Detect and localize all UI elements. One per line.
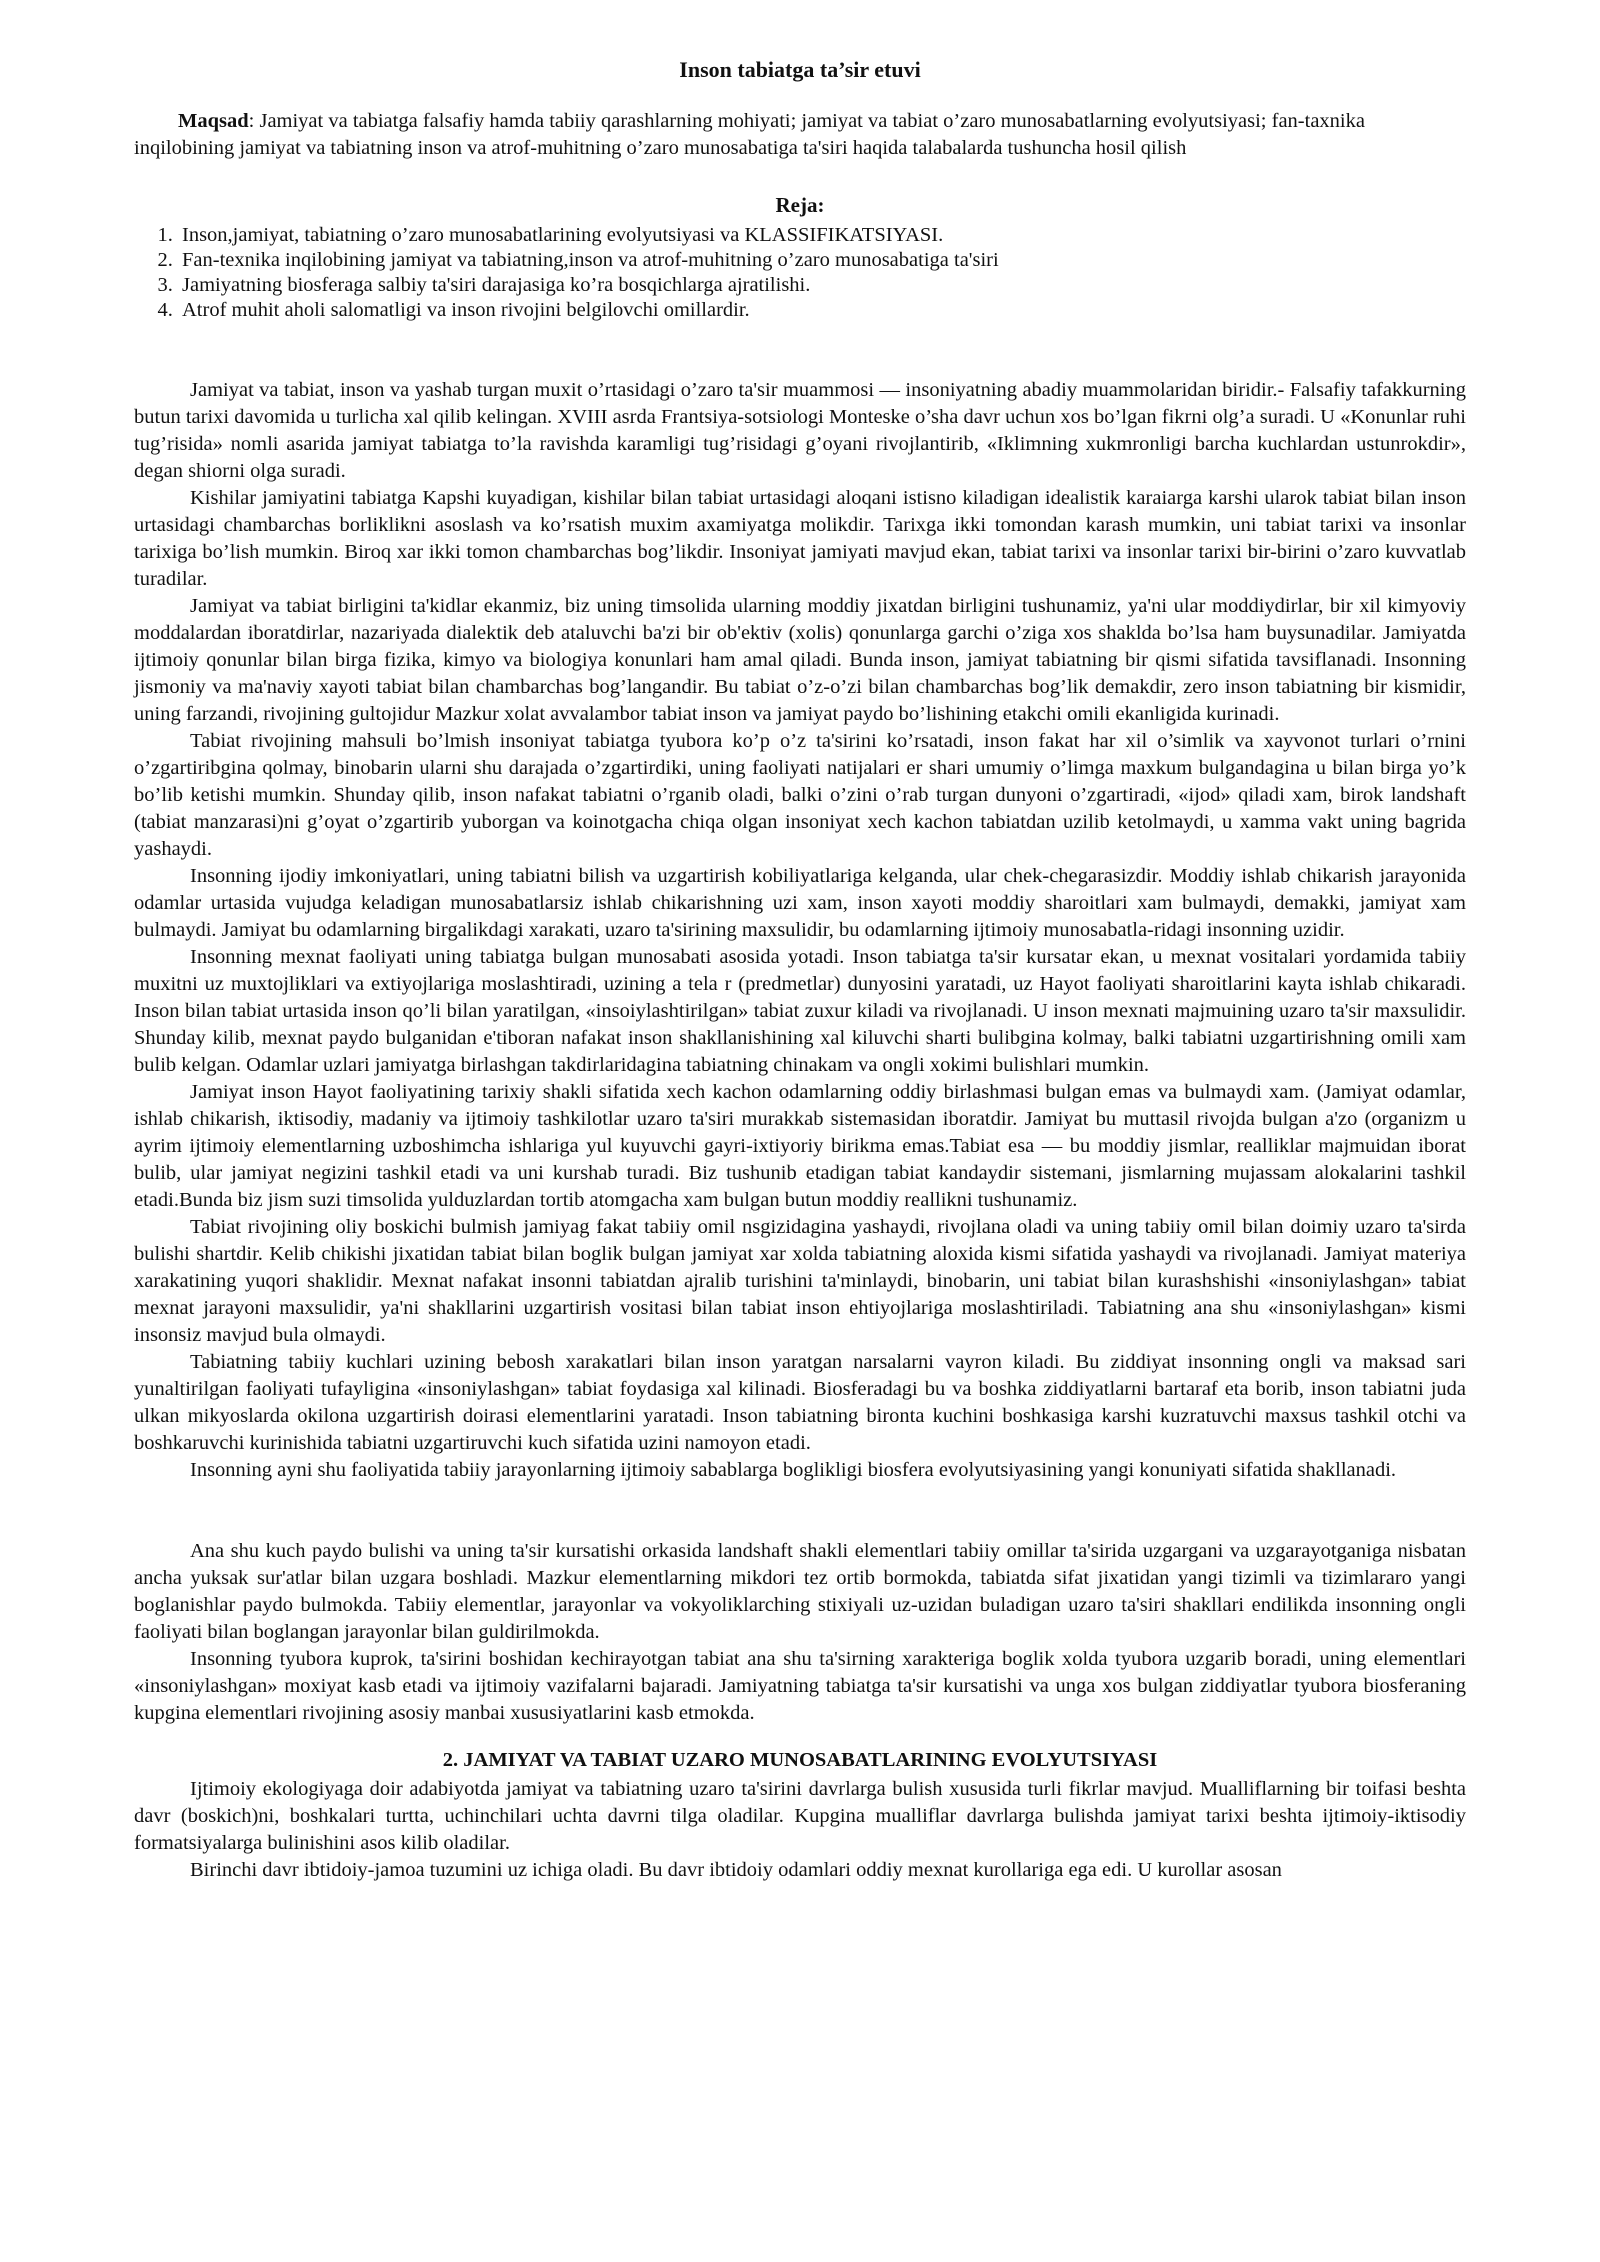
- plan-list: [134, 223, 1466, 323]
- body-paragraph: Ijtimoiy ekologiyaga doir adabiyotda jamiyat va tabiatning uzaro ta'sirini davrlarga bulish xususida turli fikrlar mavjud. Mualliflarning bir toifasi beshta davr (boskich)ni, boshkalari turtta, uchinchilari uchta davrni tilga oladilar. Kupgina mualliflar davrlarga bulishda jamiyat tarixi beshta ijtimoiy-iktisodiy formatsiyalarga bulinishini asos kilib oladilar.: [134, 1778, 1466, 1854]
- section-heading: 2. JAMIYAT VA TABIAT UZARO MUNOSABATLARINING EVOLYUTSIYASI: [442, 1749, 1158, 1771]
- plan-item: 4. Atrof muhit aholi salomatligi va inson rivojini belgilovchi omillardir.: [178, 298, 1466, 323]
- plan-item: 2. Fan-texnika inqilobining jamiyat va tabiatning,inson va atrof-muhitning o’zaro munosabatiga ta'siri: [178, 248, 1466, 273]
- aim-text: : Jamiyat va tabiatga falsafiy hamda tabiiy qarashlarning mohiyati; jamiyat va tabiat o’zaro munosabatlarning evolyutsiyasi; fan-taxnika inqilobining jamiyat va tabiatning inson va atrof-muhitning o’zaro munosabatiga ta'siri haqida talabalarda tushuncha hosil qilish: [134, 110, 1365, 159]
- body-paragraph: Tabiat rivojining oliy boskichi bulmish jamiyag fakat tabiiy omil nsgizidagina yashaydi, rivojlana oladi va uning tabiiy omil bilan doimiy uzaro ta'sirda bulishi shartdir. Kelib chikishi jixatidan tabiat bilan boglik bulgan jamiyat xar xolda tabiatning aloxida kismi sifatida yashaydi va rivojlanadi. Jamiyat materiya xarakatining yuqori shaklidir. Mexnat nafakat insonni tabiatdan ajralib turishini ta'minlaydi, binobarin, uni tabiat bilan kurashshishi «insoniylashgan» tabiat mexnat jarayoni maxsulidir, ya'ni shakllarini uzgartirish vositasi bilan tabiat inson ehtiyojlariga moslashtiriladi. Tabiatning ana shu «insoniylashgan» kismi insonsiz mavjud bula olmaydi.: [134, 1216, 1466, 1346]
- plan-title: Reja:: [775, 193, 825, 217]
- body-paragraph: Birinchi davr ibtidoiy-jamoa tuzumini uz ichiga oladi. Bu davr ibtidoiy odamlari oddiy mexnat kurollariga ega edi. U kurollar asosan: [190, 1859, 1282, 1881]
- body-paragraph: Kishilar jamiyatini tabiatga Kapshi kuyadigan, kishilar bilan tabiat urtasidagi aloqani istisno kiladigan idealistik karaiarga karshi ularok tabiat bilan inson urtasidagi chambarchas borliklikni asoslash va ko’rsatish muxim axamiyatga molikdir. Tarixga ikki tomondan karash mumkin, uni tabiat tarixi va insonlar tarixiga bo’lish mumkin. Biroq xar ikki tomon chambarchas bog’likdir. Insoniyat jamiyati mavjud ekan, tabiat tarixi va insonlar tarixi bir-birini o’zaro kuvvatlab turadilar.: [134, 487, 1466, 590]
- plan-item: 3. Jamiyatning biosferaga salbiy ta'siri darajasiga ko’ra bosqichlarga ajratilishi.: [178, 273, 1466, 298]
- body-paragraph: Tabiatning tabiiy kuchlari uzining bebosh xarakatlari bilan inson yaratgan narsalarni vayron kiladi. Bu ziddiyat insonning ongli va maksad sari yunaltirilgan faoliyati tufayligina «insoniylashgan» tabiat foydasiga xal kilinadi. Biosferadagi bu va boshka ziddiyatlarni bartaraf eta borib, inson tabiatni juda ulkan mikyoslarda okilona uzgartirish doirasi elementlarini yaratadi. Inson tabiatning bironta kuchini boshkasiga karshi kuzratuvchi maxsus tashkil otchi va boshkaruvchi kurinishida tabiatni uzgartiruvchi kuch sifatida uzini namoyon etadi.: [134, 1351, 1466, 1454]
- document-title: Inson tabiatga ta’sir etuvi: [679, 57, 921, 82]
- body-paragraph: Tabiat rivojining mahsuli bo’lmish insoniyat tabiatga tyubora ko’p o’z ta'sirini ko’rsatadi, inson fakat har xil o’simlik va xayvonot turlari o’rnini o’zgartiribgina qolmay, binobarin ularni shu darajada o’zgartirdiki, uning faoliyati natijalari er shari umumiy o’limga maxkum bulgandagina u bilan birga yo’k bo’lib ketishi mumkin. Shunday qilib, inson nafakat tabiatni o’rganib oladi, balki o’zini o’rab turgan dunyoni o’zgartiradi, «ijod» qiladi xam, birok landshaft (tabiat manzarasi)ni g’oyat o’zgartirib yuborgan va koinotgacha chiqa olgan insoniyat xech kachon tabiatdan uzilib ketolmaydi, u xamma vakt uning bagrida yashaydi.: [134, 730, 1466, 860]
- paragraph-gap: [134, 1484, 1466, 1538]
- body-paragraph: Ana shu kuch paydo bulishi va uning ta'sir kursatishi orkasida landshaft shakli elementlari tabiiy omillar ta'sirida uzgargani va uzgarayotganiga nisbatan ancha yuksak sur'atlar bilan uzgara boshladi. Mazkur elementlarning mikdori tez ortib bormokda, tabiatda sifat jixatidan yangi tizimli va tizimlararo yangi boglanishlar paydo bulmokda. Tabiiy elementlar, jarayonlar va vokyoliklarching stixiyali uz-uzidan buladigan uzaro ta'siri shakllari endilikda insonning ongli faoliyati bilan boglangan jarayonlar bilan guldirilmokda.: [134, 1540, 1466, 1643]
- body-paragraph: Insonning ayni shu faoliyatida tabiiy jarayonlarning ijtimoiy sabablarga boglikligi biosfera evolyutsiyasining yangi konuniyati sifatida shakllanadi.: [190, 1459, 1397, 1481]
- body-paragraph: Insonning tyubora kuprok, ta'sirini boshidan kechirayotgan tabiat ana shu ta'sirning xarakteriga boglik xolda tyubora uzgarib boradi, uning elementlari «insoniylashgan» moxiyat kasb etadi va ijtimoiy vazifalarni bajaradi. Jamiyatning tabiatga ta'sir kursatishi va unga xos bulgan ziddiyatlar tyubora biosferaning kupgina elementlari rivojining asosiy manbai xususiyatlarini kasb etmokda.: [134, 1648, 1466, 1724]
- body-paragraph: Insonning ijodiy imkoniyatlari, uning tabiatni bilish va uzgartirish kobiliyatlariga kelganda, ular chek-chegarasizdir. Moddiy ishlab chikarish jarayonida odamlar urtasida vujudga keladigan munosabatlarsiz ishlab chikarishning uzi xam, inson xayoti moddiy sharoitlari xam bulmaydi, demakki, jamiyat xam bulmaydi. Jamiyat bu odamlarning birgalikdagi xarakati, uzaro ta'sirining maxsulidir, bu odamlarning ijtimoiy munosabatla-ridagi insonning uzidir.: [134, 865, 1466, 941]
- body-paragraph: Jamiyat inson Hayot faoliyatining tarixiy shakli sifatida xech kachon odamlarning oddiy birlashmasi bulgan emas va bulmaydi xam. (Jamiyat odamlar, ishlab chikarish, iktisodiy, madaniy va ijtimoiy tashkilotlar uzaro ta'siri murakkab sistemasidan iboratdir. Jamiyat bu muttasil rivojda bulgan a'zo (organizm u ayrim ijtimoiy elementlarning uzboshimcha ishlariga yul kuyuvchi gayri-ixtiyoriy birikma emas.Tabiat esa — bu moddiy jismlar, realliklar majmuidan iborat bulib, ular jamiyat negizini tashkil etadi va uni kurshab turadi. Biz tushunib etadigan tabiat kandaydir sistemani, jismlarning mujassam alokalarini tashkil etadi.Bunda biz jism suzi timsolida yulduzlardan tortib atomgacha xam bulgan butun moddiy reallikni tushunamiz.: [134, 1081, 1466, 1211]
- body-paragraph: Insonning mexnat faoliyati uning tabiatga bulgan munosabati asosida yotadi. Inson tabiatga ta'sir kursatar ekan, u mexnat vositalari yordamida tabiiy muxitni uz muxtojliklari va extiyojlariga moslashtiradi, uzining a tela r (predmetlar) dunyosini yaratadi, uz Hayot faoliyati sharoitlarini kayta ishlab chikaradi. Inson bilan tabiat urtasida inson qo’li bilan yaratilgan, «insoiylashtirilgan» tabiat zuxur kiladi va rivojlanadi. U inson mexnati majmuining uzaro ta'sir maxsulidir. Shunday kilib, mexnat paydo bulganidan e'tiboran nafakat inson shakllanishining xal kiluvchi sharti bulibgina kolmay, balki tabiatni uzgartirishning omili xam bulib kelgan. Odamlar uzlari jamiyatga birlashgan takdirlaridagina tabiatning chinakam va ongli xokimi bulishlari mumkin.: [134, 946, 1466, 1076]
- body-paragraph: Jamiyat va tabiat, inson va yashab turgan muxit o’rtasidagi o’zaro ta'sir muammosi — insoniyatning abadiy muammolaridan biridir.- Falsafiy tafakkurning butun tarixi davomida u turlicha xal qilib kelingan. XVIII asrda Frantsiya-sotsiologi Monteske o’sha davr uchun xos bo’lgan fikrni olg’a suradi. U «Konunlar ruhi tug’risida» nomli asarida jamiyat tabiatga to’la ravishda karamligi tug’risidagi g’oyani rivojlantirib, «Iklimning xukmronligi barcha kuchlardan ustunrokdir», degan shiorni olga suradi.: [134, 379, 1466, 482]
- aim-paragraph: [134, 108, 1466, 162]
- plan-item: 1. Inson,jamiyat, tabiatning o’zaro munosabatlarining evolyutsiyasi va KLASSIFIKATSIYASI.: [178, 223, 1466, 248]
- aim-label: Maqsad: [178, 110, 249, 132]
- main-body: [134, 377, 1466, 1884]
- body-paragraph: Jamiyat va tabiat birligini ta'kidlar ekanmiz, biz uning timsolida ularning moddiy jixatdan birligini tushunamiz, ya'ni ular moddiydirlar, bir xil kimyoviy moddalardan iboratdirlar, nazariyada dialektik deb ataluvchi ba'zi bir ob'ektiv (xolis) qonunlarga garchi o’ziga xos shaklda bo’lsa ham buysunadilar. Jamiyatda ijtimoiy qonunlar bilan birga fizika, kimyo va biologiya konunlari ham amal qiladi. Bunda inson, jamiyat tabiatning bir qismi sifatida tavsiflanadi. Insonning jismoniy va ma'naviy xayoti tabiat bilan chambarchas bog’langandir. Bu tabiat o’z-o’zi bilan chambarchas bog’lik demakdir, zero inson tabiatning bir kismidir, uning farzandi, rivojining gultojidur Mazkur xolat avvalambor tabiat inson va jamiyat paydo bo’lishining etakchi omili ekanligida kurinadi.: [134, 595, 1466, 725]
